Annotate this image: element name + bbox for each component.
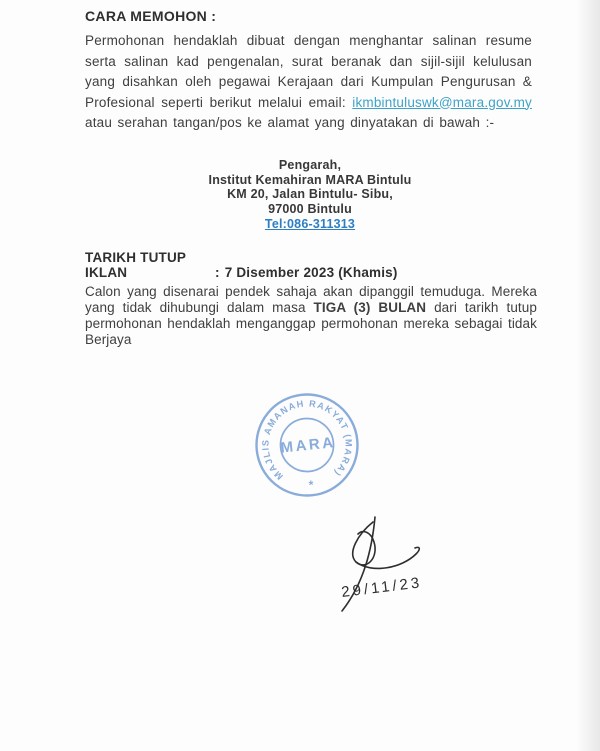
application-instructions-paragraph (85, 31, 532, 134)
closing-date-value: 7 Disember 2023 (Khamis) (224, 265, 398, 280)
closing-date-separator: : (215, 265, 220, 280)
notice-text-after-emphasis: dari tarikh tutup permohonan hendaklah menganggap permohonan mereka sebagai tidak Berjaya (85, 300, 537, 347)
closing-date-label: TARIKH TUTUP IKLAN (85, 250, 186, 280)
mara-official-stamp (245, 385, 375, 507)
postal-address-block (85, 158, 535, 232)
email-link[interactable]: ikmbintuluswk@mara.gov.my (352, 94, 532, 110)
signature (318, 497, 468, 625)
instructions-text-before-email: Permohonan hendaklah dibuat dengan menghantar salinan resume serta salinan kad pengenalan, surat beranak dan sijil-sijil kelulusan yang disahkan oleh pegawai Kerajaan dari Kumpulan Pengurusan & Profesional seperti berikut melalui email: (85, 33, 532, 110)
phone-link[interactable]: Tel:086-311313 (264, 217, 356, 231)
address-institution: Institut Kemahiran MARA Bintulu (208, 172, 412, 187)
instructions-text-after-email: atau serahan tangan/pos ke alamat yang dinyatakan di bawah :- (85, 115, 495, 130)
three-months-emphasis: TIGA (3) BULAN (313, 300, 427, 315)
section-heading: CARA MEMOHON : (85, 8, 217, 24)
stamp-star-icon: * (308, 477, 315, 492)
signature-date: 29/11/23 (340, 574, 424, 601)
closing-date-line (85, 250, 545, 280)
address-recipient: Pengarah, (278, 158, 342, 172)
address-city: 97000 Bintulu (268, 201, 352, 216)
stamp-ring-text: MAJLIS AMANAH RAKYAT (MARA) (260, 398, 354, 482)
scan-edge-shadow (576, 0, 600, 751)
stamp-center-text: MARA (279, 434, 337, 457)
shortlist-notice-paragraph (85, 284, 537, 348)
notice-text-before-emphasis: Calon yang disenarai pendek sahaja akan dipanggil temuduga. Mereka yang tidak dihubungi dalam masa (85, 284, 537, 315)
address-street: KM 20, Jalan Bintulu- Sibu, (227, 187, 393, 201)
